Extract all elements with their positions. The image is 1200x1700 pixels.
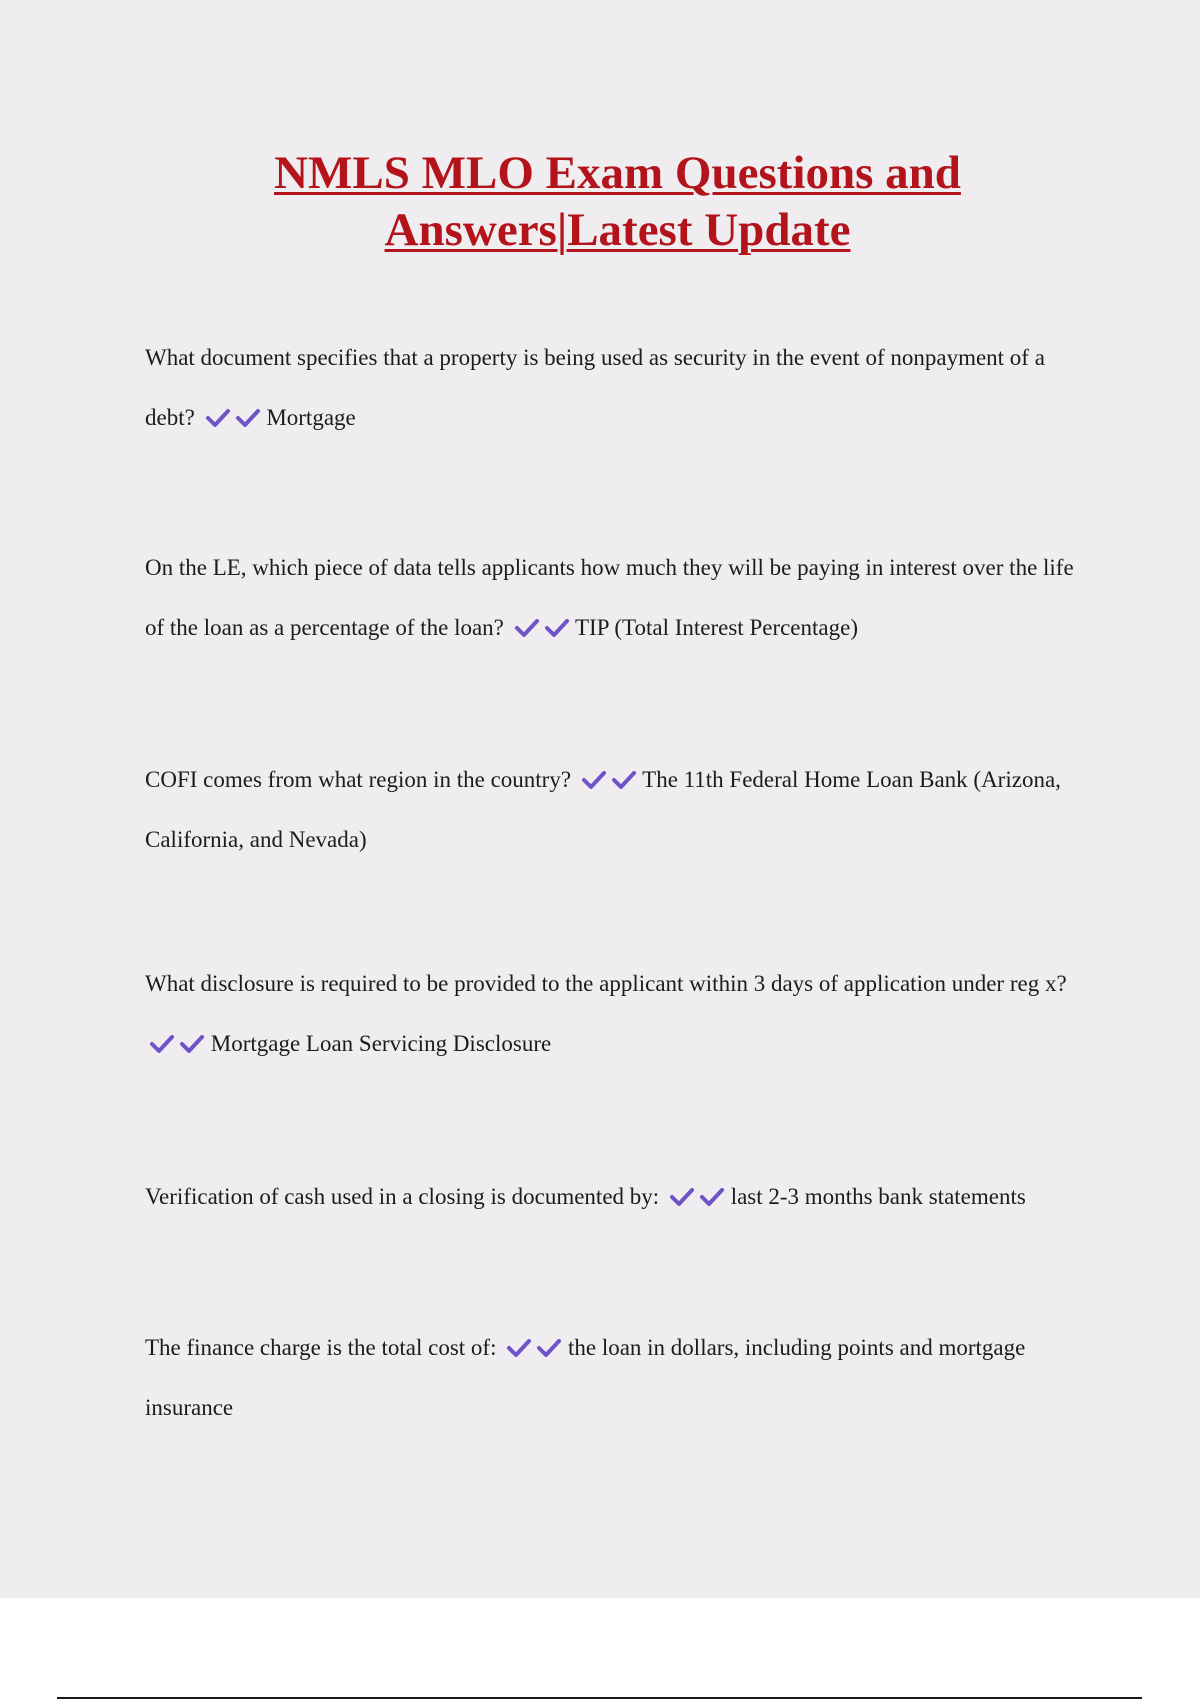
qa-item-6 <box>145 1318 1095 1438</box>
check-icon <box>179 1034 205 1054</box>
qa-item-5 <box>145 1167 1095 1227</box>
answer-text: Mortgage <box>266 405 356 430</box>
question-text: What document specifies that a property is being used as security in the event of nonpayment of a debt? <box>145 345 1045 430</box>
check-icon <box>669 1187 695 1207</box>
check-icon <box>205 408 231 428</box>
title-line-2: Answers|Latest Update <box>384 204 851 256</box>
question-text: On the LE, which piece of data tells applicants how much they will be paying in interest over the life of the loan as a percentage of the loan? <box>145 555 1074 640</box>
check-icon <box>514 618 540 638</box>
check-icon <box>149 1034 175 1054</box>
answer-text: Mortgage Loan Servicing Disclosure <box>210 1031 552 1056</box>
answer-text: The 11th Federal Home Loan Bank (Arizona, California, and Nevada) <box>145 767 1061 852</box>
answer-text: TIP (Total Interest Percentage) <box>574 615 858 640</box>
qa-item-1 <box>145 328 1095 448</box>
check-icon <box>506 1338 532 1358</box>
check-icon <box>235 408 261 428</box>
check-icon <box>581 770 607 790</box>
answer-text: the loan in dollars, including points and mortgage insurance <box>145 1335 1026 1420</box>
qa-item-4 <box>145 954 1095 1074</box>
answer-text: last 2-3 months bank statements <box>730 1184 1026 1209</box>
question-text: The finance charge is the total cost of: <box>145 1335 497 1360</box>
question-text: What disclosure is required to be provided to the applicant within 3 days of application under reg x? <box>145 971 1067 996</box>
qa-item-3 <box>145 750 1095 870</box>
check-icon <box>536 1338 562 1358</box>
question-text: COFI comes from what region in the country? <box>145 767 572 792</box>
check-icon <box>699 1187 725 1207</box>
qa-item-2 <box>145 538 1095 658</box>
title-line-1: NMLS MLO Exam Questions and <box>274 147 961 199</box>
question-text: Verification of cash used in a closing is documented by: <box>145 1184 660 1209</box>
check-icon <box>611 770 637 790</box>
bottom-divider <box>57 1697 1142 1699</box>
check-icon <box>544 618 570 638</box>
document-title <box>0 145 1200 259</box>
